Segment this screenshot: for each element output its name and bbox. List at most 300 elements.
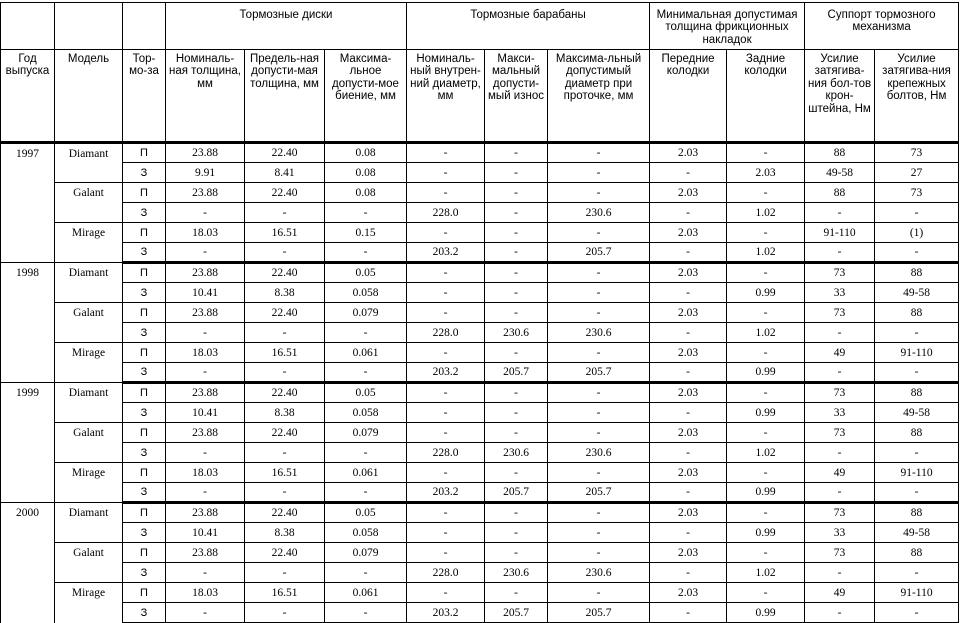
cell-model: Diamant [55, 383, 123, 403]
table-row [1, 583, 959, 603]
cell-rear-pad: 1.02 [727, 243, 805, 263]
table-row [1, 183, 959, 203]
cell-rear-pad: - [727, 383, 805, 403]
cell-disc-runout: 0.08 [325, 183, 407, 203]
cell-disc-limit: - [245, 363, 325, 383]
cell-disc-limit: - [245, 323, 325, 343]
cell-drum-machining: - [548, 463, 650, 483]
cell-bracket-torque: 49-58 [805, 163, 875, 183]
cell-disc-nominal: 23.88 [166, 503, 245, 523]
cell-rear-pad: 0.99 [727, 603, 805, 623]
cell-mount-torque: 49-58 [875, 523, 959, 543]
cell-model: Galant [55, 423, 123, 443]
cell-drum-wear: - [485, 263, 548, 283]
cell-drum-machining: - [548, 343, 650, 363]
col-bracket-bolt-torque: Усилие затягива-ния бол-тов крон-штейна, Нм [805, 50, 875, 143]
table-row [1, 543, 959, 563]
cell-brake: З [123, 403, 166, 423]
cell-disc-nominal: 10.41 [166, 523, 245, 543]
cell-disc-runout: - [325, 443, 407, 463]
cell-drum-wear: 205.7 [485, 603, 548, 623]
cell-rear-pad: - [727, 303, 805, 323]
cell-drum-wear: - [485, 423, 548, 443]
cell-disc-nominal: 23.88 [166, 543, 245, 563]
cell-bracket-torque: 49 [805, 463, 875, 483]
cell-brake: П [123, 463, 166, 483]
cell-disc-nominal: - [166, 443, 245, 463]
col-rear-pads: Задние колодки [727, 50, 805, 143]
cell-disc-limit: 22.40 [245, 423, 325, 443]
cell-disc-nominal: - [166, 483, 245, 503]
group-lining-thickness: Минимальная допустимая толщина фрикционных накладок [650, 3, 805, 50]
cell-mount-torque: 88 [875, 423, 959, 443]
cell-drum-nominal: 228.0 [407, 203, 485, 223]
cell-year [1, 163, 55, 183]
table-row [1, 343, 959, 363]
cell-rear-pad: 0.99 [727, 363, 805, 383]
cell-drum-machining: - [548, 183, 650, 203]
cell-year [1, 363, 55, 383]
cell-drum-machining: - [548, 583, 650, 603]
cell-disc-nominal: 10.41 [166, 403, 245, 423]
cell-drum-nominal: 228.0 [407, 563, 485, 583]
cell-disc-limit: 8.38 [245, 403, 325, 423]
cell-model [55, 243, 123, 263]
cell-disc-runout: - [325, 603, 407, 623]
cell-bracket-torque: 49 [805, 343, 875, 363]
cell-rear-pad: 0.99 [727, 283, 805, 303]
cell-disc-runout: 0.058 [325, 523, 407, 543]
cell-mount-torque: - [875, 603, 959, 623]
cell-drum-nominal: - [407, 223, 485, 243]
cell-year: 2000 [1, 503, 55, 523]
table-row [1, 463, 959, 483]
cell-disc-runout: - [325, 323, 407, 343]
cell-mount-torque: 91-110 [875, 343, 959, 363]
header-group-row [1, 3, 959, 50]
cell-mount-torque: - [875, 483, 959, 503]
cell-bracket-torque: 73 [805, 383, 875, 403]
table-row [1, 143, 959, 163]
cell-drum-machining: - [548, 383, 650, 403]
cell-disc-limit: 16.51 [245, 223, 325, 243]
cell-disc-limit: 22.40 [245, 263, 325, 283]
cell-model [55, 283, 123, 303]
cell-model [55, 483, 123, 503]
col-model: Модель [55, 50, 123, 143]
table-row [1, 423, 959, 443]
cell-year [1, 183, 55, 203]
cell-drum-wear: - [485, 223, 548, 243]
cell-disc-runout: 0.05 [325, 503, 407, 523]
cell-disc-nominal: 23.88 [166, 423, 245, 443]
cell-brake: П [123, 423, 166, 443]
cell-brake: З [123, 523, 166, 543]
cell-drum-wear: - [485, 403, 548, 423]
cell-disc-nominal: 23.88 [166, 263, 245, 283]
cell-drum-machining: 230.6 [548, 563, 650, 583]
table-row [1, 523, 959, 543]
cell-disc-limit: - [245, 563, 325, 583]
cell-disc-limit: 16.51 [245, 343, 325, 363]
cell-year [1, 283, 55, 303]
cell-drum-nominal: - [407, 503, 485, 523]
col-front-pads: Передние колодки [650, 50, 727, 143]
cell-disc-nominal: - [166, 323, 245, 343]
cell-rear-pad: - [727, 583, 805, 603]
cell-drum-nominal: - [407, 383, 485, 403]
cell-disc-nominal: - [166, 243, 245, 263]
cell-drum-machining: - [548, 163, 650, 183]
cell-rear-pad: 1.02 [727, 203, 805, 223]
cell-disc-limit: 22.40 [245, 183, 325, 203]
cell-year [1, 443, 55, 463]
cell-drum-wear: - [485, 463, 548, 483]
cell-mount-torque: 88 [875, 263, 959, 283]
cell-brake: З [123, 483, 166, 503]
cell-disc-runout: - [325, 243, 407, 263]
cell-mount-torque: 88 [875, 543, 959, 563]
cell-disc-limit: 22.40 [245, 383, 325, 403]
cell-drum-nominal: - [407, 343, 485, 363]
cell-disc-limit: - [245, 603, 325, 623]
cell-drum-wear: - [485, 203, 548, 223]
table-row [1, 503, 959, 523]
cell-drum-nominal: - [407, 283, 485, 303]
cell-drum-nominal: 228.0 [407, 323, 485, 343]
cell-model [55, 403, 123, 423]
cell-brake: П [123, 343, 166, 363]
cell-year [1, 203, 55, 223]
cell-bracket-torque: - [805, 563, 875, 583]
cell-disc-nominal: 18.03 [166, 583, 245, 603]
cell-drum-nominal: - [407, 403, 485, 423]
cell-rear-pad: - [727, 543, 805, 563]
cell-disc-runout: 0.079 [325, 423, 407, 443]
cell-front-pad: - [650, 243, 727, 263]
col-brake: Тор-мо-за [123, 50, 166, 143]
cell-brake: З [123, 163, 166, 183]
cell-rear-pad: 1.02 [727, 443, 805, 463]
cell-drum-nominal: - [407, 303, 485, 323]
col-mount-bolt-torque: Усилие затягива-ния крепежных болтов, Нм [875, 50, 959, 143]
cell-brake: П [123, 223, 166, 243]
cell-disc-nominal: - [166, 203, 245, 223]
table-row [1, 283, 959, 303]
cell-drum-nominal: 203.2 [407, 603, 485, 623]
cell-mount-torque: - [875, 363, 959, 383]
cell-mount-torque: - [875, 563, 959, 583]
table-row [1, 223, 959, 243]
cell-mount-torque: 88 [875, 503, 959, 523]
cell-drum-wear: - [485, 143, 548, 163]
cell-model: Mirage [55, 343, 123, 363]
cell-bracket-torque: - [805, 203, 875, 223]
cell-bracket-torque: - [805, 603, 875, 623]
cell-brake: П [123, 503, 166, 523]
cell-disc-runout: 0.079 [325, 543, 407, 563]
cell-model: Diamant [55, 143, 123, 163]
cell-bracket-torque: 73 [805, 263, 875, 283]
table-row [1, 263, 959, 283]
cell-brake: П [123, 383, 166, 403]
cell-rear-pad: - [727, 503, 805, 523]
cell-disc-limit: 22.40 [245, 543, 325, 563]
cell-drum-machining: 230.6 [548, 323, 650, 343]
cell-front-pad: 2.03 [650, 303, 727, 323]
cell-front-pad: 2.03 [650, 263, 727, 283]
cell-front-pad: 2.03 [650, 143, 727, 163]
cell-drum-wear: - [485, 383, 548, 403]
cell-brake: П [123, 543, 166, 563]
cell-bracket-torque: - [805, 323, 875, 343]
cell-mount-torque: 88 [875, 383, 959, 403]
cell-drum-nominal: 203.2 [407, 483, 485, 503]
cell-front-pad: 2.03 [650, 223, 727, 243]
cell-disc-nominal: 18.03 [166, 223, 245, 243]
cell-mount-torque: 91-110 [875, 583, 959, 603]
cell-disc-limit: 8.38 [245, 283, 325, 303]
cell-drum-wear: - [485, 303, 548, 323]
cell-disc-nominal: 9.91 [166, 163, 245, 183]
cell-disc-nominal: 10.41 [166, 283, 245, 303]
cell-bracket-torque: - [805, 243, 875, 263]
cell-drum-nominal: - [407, 543, 485, 563]
cell-drum-nominal: - [407, 183, 485, 203]
cell-front-pad: 2.03 [650, 543, 727, 563]
cell-drum-machining: 230.6 [548, 443, 650, 463]
cell-drum-wear: 230.6 [485, 443, 548, 463]
table-row [1, 483, 959, 503]
cell-mount-torque: 91-110 [875, 463, 959, 483]
cell-disc-runout: 0.058 [325, 283, 407, 303]
cell-rear-pad: 0.99 [727, 403, 805, 423]
cell-drum-wear: - [485, 163, 548, 183]
cell-model: Galant [55, 183, 123, 203]
cell-drum-machining: 205.7 [548, 603, 650, 623]
cell-year [1, 303, 55, 323]
cell-disc-nominal: 23.88 [166, 183, 245, 203]
cell-drum-machining: - [548, 263, 650, 283]
cell-disc-nominal: - [166, 363, 245, 383]
cell-rear-pad: 1.02 [727, 323, 805, 343]
cell-model: Galant [55, 543, 123, 563]
cell-front-pad: - [650, 363, 727, 383]
cell-drum-nominal: 228.0 [407, 443, 485, 463]
cell-disc-runout: 0.08 [325, 163, 407, 183]
cell-bracket-torque: 73 [805, 303, 875, 323]
cell-drum-machining: 205.7 [548, 483, 650, 503]
cell-drum-machining: - [548, 143, 650, 163]
group-brake-discs: Тормозные диски [166, 3, 407, 50]
cell-front-pad: - [650, 403, 727, 423]
cell-disc-runout: 0.058 [325, 403, 407, 423]
cell-drum-machining: 230.6 [548, 203, 650, 223]
cell-drum-nominal: - [407, 143, 485, 163]
cell-bracket-torque: 49 [805, 583, 875, 603]
cell-model: Galant [55, 303, 123, 323]
cell-front-pad: - [650, 283, 727, 303]
cell-bracket-torque: 33 [805, 283, 875, 303]
cell-model [55, 563, 123, 583]
cell-disc-nominal: 18.03 [166, 463, 245, 483]
cell-disc-nominal: 18.03 [166, 343, 245, 363]
cell-drum-machining: - [548, 503, 650, 523]
table-row [1, 383, 959, 403]
cell-year [1, 543, 55, 563]
cell-brake: З [123, 363, 166, 383]
brake-spec-table [0, 2, 959, 623]
cell-disc-nominal: 23.88 [166, 303, 245, 323]
cell-mount-torque: - [875, 203, 959, 223]
cell-drum-nominal: - [407, 583, 485, 603]
cell-drum-machining: - [548, 523, 650, 543]
cell-model: Mirage [55, 223, 123, 243]
cell-year [1, 463, 55, 483]
cell-brake: П [123, 143, 166, 163]
cell-drum-wear: - [485, 503, 548, 523]
cell-front-pad: - [650, 603, 727, 623]
cell-front-pad: - [650, 443, 727, 463]
cell-disc-limit: - [245, 443, 325, 463]
header-blank-model [55, 3, 123, 50]
cell-mount-torque: 49-58 [875, 403, 959, 423]
cell-disc-limit: - [245, 243, 325, 263]
cell-model: Mirage [55, 583, 123, 603]
cell-disc-limit: 16.51 [245, 463, 325, 483]
cell-brake: П [123, 183, 166, 203]
cell-bracket-torque: 33 [805, 403, 875, 423]
cell-rear-pad: - [727, 463, 805, 483]
cell-drum-nominal: - [407, 423, 485, 443]
cell-drum-wear: 205.7 [485, 363, 548, 383]
cell-model [55, 443, 123, 463]
header-blank-brake [123, 3, 166, 50]
cell-front-pad: 2.03 [650, 423, 727, 443]
cell-rear-pad: 2.03 [727, 163, 805, 183]
cell-front-pad: - [650, 483, 727, 503]
cell-front-pad: - [650, 563, 727, 583]
cell-brake: З [123, 243, 166, 263]
cell-bracket-torque: 88 [805, 143, 875, 163]
cell-front-pad: 2.03 [650, 463, 727, 483]
cell-drum-wear: - [485, 243, 548, 263]
cell-rear-pad: - [727, 183, 805, 203]
cell-year [1, 403, 55, 423]
cell-front-pad: - [650, 163, 727, 183]
table-row [1, 303, 959, 323]
cell-brake: П [123, 263, 166, 283]
cell-brake: З [123, 443, 166, 463]
col-drum-max-wear: Макси-мальный допусти-мый износ [485, 50, 548, 143]
cell-front-pad: 2.03 [650, 183, 727, 203]
cell-drum-wear: - [485, 343, 548, 363]
cell-drum-wear: 205.7 [485, 483, 548, 503]
cell-front-pad: - [650, 203, 727, 223]
cell-rear-pad: 0.99 [727, 483, 805, 503]
cell-bracket-torque: 73 [805, 543, 875, 563]
table-row [1, 243, 959, 263]
cell-disc-limit: 8.41 [245, 163, 325, 183]
cell-year [1, 583, 55, 603]
cell-year [1, 483, 55, 503]
table-row [1, 563, 959, 583]
cell-front-pad: 2.03 [650, 343, 727, 363]
cell-year: 1998 [1, 263, 55, 283]
col-year: Год выпуска [1, 50, 55, 143]
cell-disc-limit: - [245, 203, 325, 223]
table-row [1, 443, 959, 463]
cell-disc-limit: - [245, 483, 325, 503]
cell-year: 1999 [1, 383, 55, 403]
cell-model [55, 523, 123, 543]
cell-mount-torque: - [875, 243, 959, 263]
cell-drum-wear: - [485, 283, 548, 303]
cell-bracket-torque: - [805, 363, 875, 383]
cell-year [1, 523, 55, 543]
cell-drum-nominal: - [407, 523, 485, 543]
cell-mount-torque: 49-58 [875, 283, 959, 303]
cell-bracket-torque: - [805, 443, 875, 463]
cell-brake: П [123, 303, 166, 323]
table-row [1, 363, 959, 383]
cell-brake: З [123, 603, 166, 623]
cell-disc-limit: 22.40 [245, 143, 325, 163]
col-disc-limit-thickness: Предель-ная допусти-мая толщина, мм [245, 50, 325, 143]
cell-bracket-torque: 73 [805, 503, 875, 523]
cell-front-pad: 2.03 [650, 583, 727, 603]
cell-year [1, 343, 55, 363]
cell-year [1, 563, 55, 583]
cell-bracket-torque: 33 [805, 523, 875, 543]
cell-model [55, 163, 123, 183]
cell-disc-nominal: 23.88 [166, 383, 245, 403]
cell-disc-runout: 0.061 [325, 583, 407, 603]
cell-rear-pad: 0.99 [727, 523, 805, 543]
cell-mount-torque: 73 [875, 183, 959, 203]
cell-brake: З [123, 563, 166, 583]
cell-rear-pad: - [727, 223, 805, 243]
cell-mount-torque: 27 [875, 163, 959, 183]
cell-drum-wear: - [485, 543, 548, 563]
cell-year [1, 323, 55, 343]
cell-drum-machining: - [548, 283, 650, 303]
col-drum-max-machining-diameter: Максима-льный допустимый диаметр при проточке, мм [548, 50, 650, 143]
cell-disc-runout: 0.05 [325, 383, 407, 403]
cell-disc-nominal: - [166, 563, 245, 583]
cell-disc-runout: - [325, 563, 407, 583]
cell-model: Mirage [55, 463, 123, 483]
cell-disc-limit: 8.38 [245, 523, 325, 543]
cell-disc-runout: - [325, 483, 407, 503]
cell-drum-machining: - [548, 543, 650, 563]
table-row [1, 323, 959, 343]
cell-mount-torque: - [875, 323, 959, 343]
cell-disc-runout: 0.061 [325, 343, 407, 363]
table-body [1, 143, 959, 623]
cell-disc-runout: - [325, 363, 407, 383]
col-disc-nominal-thickness: Номиналь-ная толщина, мм [166, 50, 245, 143]
cell-brake: П [123, 583, 166, 603]
cell-drum-machining: - [548, 423, 650, 443]
cell-drum-nominal: 203.2 [407, 243, 485, 263]
cell-drum-nominal: - [407, 263, 485, 283]
cell-drum-wear: - [485, 583, 548, 603]
cell-drum-wear: - [485, 183, 548, 203]
cell-disc-runout: 0.15 [325, 223, 407, 243]
cell-drum-nominal: 203.2 [407, 363, 485, 383]
cell-rear-pad: - [727, 143, 805, 163]
